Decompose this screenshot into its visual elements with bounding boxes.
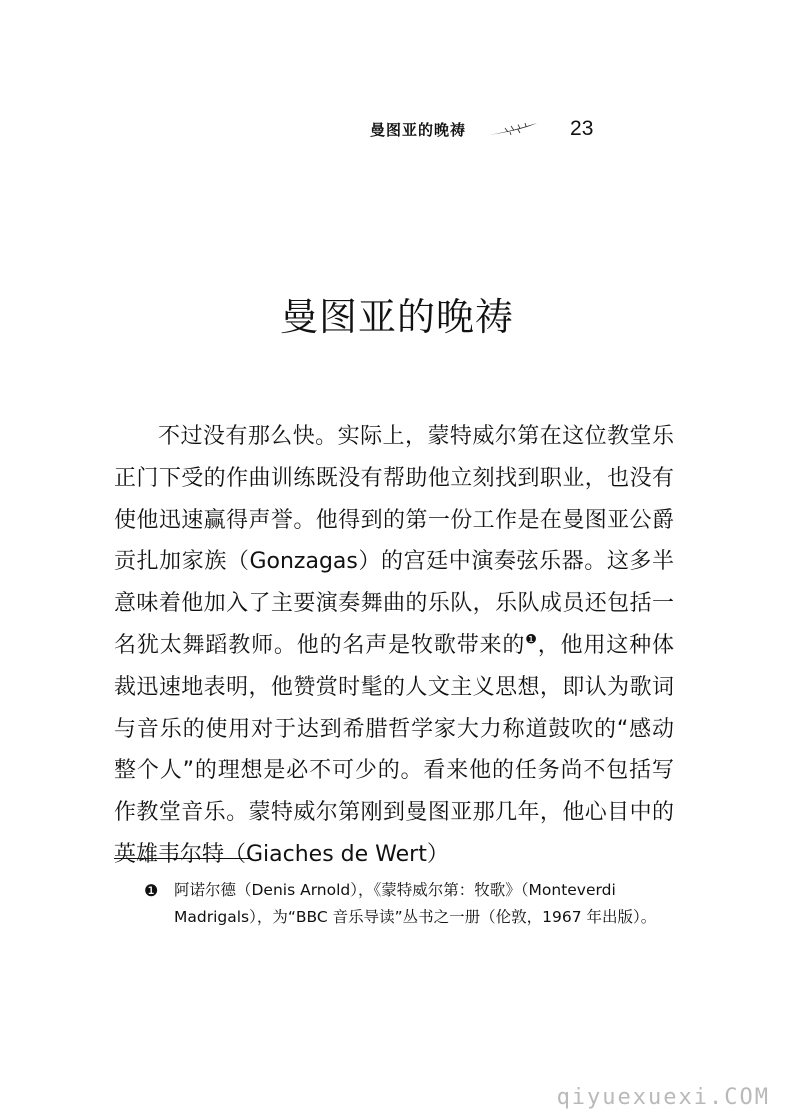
footnote-text: 阿诺尔德（Denis Arnold），《蒙特威尔第：牧歌》（Monteverdi Madrigals），为“BBC 音乐导读”丛书之一册（伦敦，1967 年出版）。: [174, 881, 657, 926]
footnote-divider: [114, 858, 252, 859]
footnote-marker: ❶: [144, 881, 159, 900]
running-title: 曼图亚的晚祷: [370, 120, 467, 139]
body-text-part-1: 不过没有那么快。实际上，蒙特威尔第在这位教堂乐正门下受的作曲训练既没有帮助他立刻找到职业，也没有使他迅速赢得声誉。他得到的第一份工作是在曼图亚公爵贡扎加家族（Gonzagas）的宫廷中演奏弦乐器。这多半意味着他加入了主要演奏舞曲的乐队，乐队成员还包括一名犹太舞蹈教师。他的名声是牧歌带来的: [114, 424, 674, 658]
footnote-reference: ❶: [525, 632, 538, 648]
watermark: qiyuexuexi.COM: [556, 1085, 770, 1110]
running-head: [370, 116, 593, 142]
feather-ornament-icon: [488, 122, 538, 136]
body-paragraph: [114, 416, 674, 876]
chapter-title: 曼图亚的晚祷: [279, 295, 514, 339]
body-text-part-2: ，他用这种体裁迅速地表明，他赞赏时髦的人文主义思想，即认为歌词与音乐的使用对于达到希腊哲学家大力称道鼓吹的“感动整个人”的理想是必不可少的。看来他的任务尚不包括写作教堂音乐。蒙特威尔第刚到曼图亚那几年，他心目中的英雄韦尔特（Giaches de Wert）: [114, 632, 674, 867]
page-number: 23: [570, 117, 594, 140]
footnote: [144, 877, 674, 931]
